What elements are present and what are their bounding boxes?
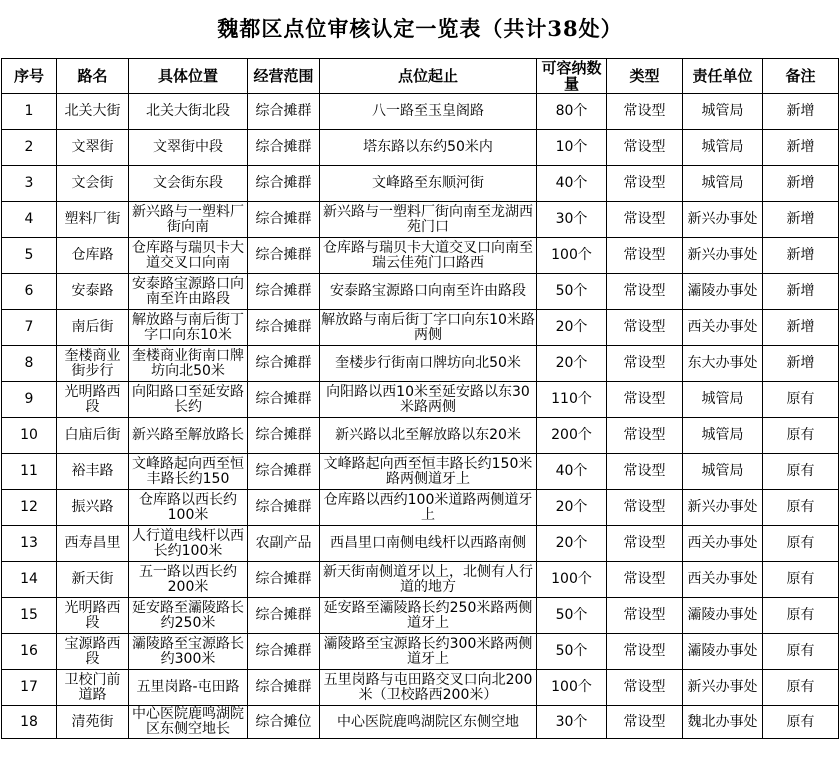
cell-type: 常设型: [607, 598, 683, 634]
table-row: [2, 382, 839, 418]
cell-capacity: 30个: [537, 202, 607, 238]
cell-note: 原有: [763, 634, 839, 670]
cell-scope: 综合摊群: [248, 454, 320, 490]
cell-scope: 综合摊群: [248, 166, 320, 202]
cell-unit: 东大办事处: [683, 346, 763, 382]
cell-location: 延安路至灞陵路长约250米: [129, 598, 248, 634]
cell-capacity: 20个: [537, 490, 607, 526]
cell-index: 6: [2, 274, 57, 310]
cell-scope: 综合摊群: [248, 670, 320, 706]
cell-index: 5: [2, 238, 57, 274]
cell-location: 奎楼商业街南口牌坊向北50米: [129, 346, 248, 382]
cell-road: 塑料厂街: [57, 202, 129, 238]
table-row: [2, 490, 839, 526]
cell-scope: 综合摊群: [248, 202, 320, 238]
cell-location: 文会街东段: [129, 166, 248, 202]
cell-capacity: 20个: [537, 346, 607, 382]
cell-type: 常设型: [607, 238, 683, 274]
cell-road: 南后街: [57, 310, 129, 346]
cell-index: 14: [2, 562, 57, 598]
cell-location: 五一路以西长约200米: [129, 562, 248, 598]
cell-index: 2: [2, 130, 57, 166]
cell-range: 中心医院鹿鸣湖院区东侧空地: [320, 706, 537, 739]
table-row: [2, 706, 839, 739]
cell-index: 7: [2, 310, 57, 346]
header-row: [2, 59, 839, 94]
header-cell: 序号: [2, 59, 57, 94]
header-cell: 可容纳数量: [537, 59, 607, 94]
table-row: [2, 670, 839, 706]
cell-scope: 综合摊群: [248, 562, 320, 598]
cell-location: 解放路与南后街丁字口向东10米: [129, 310, 248, 346]
cell-capacity: 30个: [537, 706, 607, 739]
header-cell: 责任单位: [683, 59, 763, 94]
table-row: [2, 238, 839, 274]
cell-capacity: 20个: [537, 526, 607, 562]
cell-unit: 西关办事处: [683, 562, 763, 598]
cell-index: 8: [2, 346, 57, 382]
cell-note: 原有: [763, 454, 839, 490]
cell-note: 新增: [763, 166, 839, 202]
cell-road: 西寿昌里: [57, 526, 129, 562]
table-row: [2, 526, 839, 562]
header-cell: 点位起止: [320, 59, 537, 94]
cell-capacity: 100个: [537, 562, 607, 598]
cell-capacity: 80个: [537, 94, 607, 130]
cell-note: 原有: [763, 670, 839, 706]
cell-unit: 城管局: [683, 94, 763, 130]
cell-unit: 新兴办事处: [683, 238, 763, 274]
cell-road: 安泰路: [57, 274, 129, 310]
cell-location: 文峰路起向西至恒丰路长约150: [129, 454, 248, 490]
cell-location: 北关大街北段: [129, 94, 248, 130]
cell-range: 解放路与南后街丁字口向东10米路两侧: [320, 310, 537, 346]
cell-range: 安泰路宝源路口向南至许由路段: [320, 274, 537, 310]
cell-road: 卫校门前道路: [57, 670, 129, 706]
cell-range: 五里岗路与屯田路交叉口向北200米（卫校路西200米）: [320, 670, 537, 706]
cell-capacity: 40个: [537, 166, 607, 202]
cell-note: 原有: [763, 706, 839, 739]
cell-range: 新兴路与一塑料厂街向南至龙湖西苑门口: [320, 202, 537, 238]
cell-road: 宝源路西段: [57, 634, 129, 670]
cell-note: 原有: [763, 382, 839, 418]
table-row: [2, 310, 839, 346]
cell-unit: 灞陵办事处: [683, 274, 763, 310]
table-row: [2, 346, 839, 382]
cell-note: 新增: [763, 238, 839, 274]
cell-unit: 新兴办事处: [683, 202, 763, 238]
cell-capacity: 200个: [537, 418, 607, 454]
cell-capacity: 110个: [537, 382, 607, 418]
cell-capacity: 40个: [537, 454, 607, 490]
cell-note: 原有: [763, 490, 839, 526]
cell-scope: 农副产品: [248, 526, 320, 562]
cell-capacity: 50个: [537, 274, 607, 310]
cell-road: 裕丰路: [57, 454, 129, 490]
cell-range: 仓库路与瑞贝卡大道交叉口向南至瑞云佳苑门口路西: [320, 238, 537, 274]
cell-unit: 西关办事处: [683, 310, 763, 346]
approval-table: [1, 58, 839, 739]
cell-note: 新增: [763, 346, 839, 382]
cell-capacity: 20个: [537, 310, 607, 346]
header-cell: 经营范围: [248, 59, 320, 94]
cell-scope: 综合摊群: [248, 310, 320, 346]
cell-scope: 综合摊群: [248, 418, 320, 454]
cell-road: 光明路西段: [57, 598, 129, 634]
cell-road: 白庙后街: [57, 418, 129, 454]
cell-capacity: 50个: [537, 634, 607, 670]
cell-type: 常设型: [607, 274, 683, 310]
cell-location: 新兴路至解放路长: [129, 418, 248, 454]
cell-road: 清苑街: [57, 706, 129, 739]
table-row: [2, 166, 839, 202]
table-row: [2, 274, 839, 310]
cell-unit: 新兴办事处: [683, 490, 763, 526]
cell-range: 灞陵路至宝源路长约300米路两侧道牙上: [320, 634, 537, 670]
cell-index: 11: [2, 454, 57, 490]
cell-index: 16: [2, 634, 57, 670]
cell-road: 光明路西段: [57, 382, 129, 418]
cell-range: 八一路至玉皇阁路: [320, 94, 537, 130]
cell-scope: 综合摊群: [248, 598, 320, 634]
cell-unit: 城管局: [683, 418, 763, 454]
cell-unit: 城管局: [683, 454, 763, 490]
cell-type: 常设型: [607, 94, 683, 130]
cell-capacity: 10个: [537, 130, 607, 166]
cell-unit: 新兴办事处: [683, 670, 763, 706]
cell-location: 新兴路与一塑料厂街向南: [129, 202, 248, 238]
cell-type: 常设型: [607, 706, 683, 739]
table-row: [2, 202, 839, 238]
cell-location: 五里岗路-屯田路: [129, 670, 248, 706]
cell-road: 文会街: [57, 166, 129, 202]
cell-type: 常设型: [607, 526, 683, 562]
cell-road: 振兴路: [57, 490, 129, 526]
cell-road: 仓库路: [57, 238, 129, 274]
cell-unit: 城管局: [683, 166, 763, 202]
cell-location: 安泰路宝源路口向南至许由路段: [129, 274, 248, 310]
table-row: [2, 130, 839, 166]
cell-scope: 综合摊群: [248, 274, 320, 310]
cell-unit: 城管局: [683, 130, 763, 166]
cell-type: 常设型: [607, 670, 683, 706]
cell-range: 奎楼步行街南口牌坊向北50米: [320, 346, 537, 382]
cell-road: 新天街: [57, 562, 129, 598]
cell-index: 1: [2, 94, 57, 130]
cell-index: 15: [2, 598, 57, 634]
cell-road: 奎楼商业街步行: [57, 346, 129, 382]
cell-location: 文翠街中段: [129, 130, 248, 166]
cell-capacity: 50个: [537, 598, 607, 634]
cell-note: 原有: [763, 418, 839, 454]
cell-note: 新增: [763, 310, 839, 346]
cell-range: 新兴路以北至解放路以东20米: [320, 418, 537, 454]
cell-index: 3: [2, 166, 57, 202]
header-cell: 具体位置: [129, 59, 248, 94]
cell-unit: 灞陵办事处: [683, 598, 763, 634]
cell-index: 10: [2, 418, 57, 454]
cell-index: 13: [2, 526, 57, 562]
cell-index: 17: [2, 670, 57, 706]
cell-type: 常设型: [607, 346, 683, 382]
cell-range: 延安路至灞陵路长约250米路两侧道牙上: [320, 598, 537, 634]
cell-scope: 综合摊群: [248, 94, 320, 130]
cell-scope: 综合摊位: [248, 706, 320, 739]
table-row: [2, 454, 839, 490]
cell-range: 塔东路以东约50米内: [320, 130, 537, 166]
cell-location: 向阳路口至延安路长约: [129, 382, 248, 418]
cell-type: 常设型: [607, 634, 683, 670]
cell-note: 新增: [763, 274, 839, 310]
cell-index: 9: [2, 382, 57, 418]
page-title: 魏都区点位审核认定一览表（共计38处）: [217, 16, 623, 41]
table-row: [2, 418, 839, 454]
cell-index: 4: [2, 202, 57, 238]
cell-range: 文峰路至东顺河街: [320, 166, 537, 202]
cell-note: 新增: [763, 130, 839, 166]
table-row: [2, 598, 839, 634]
cell-type: 常设型: [607, 562, 683, 598]
cell-range: 向阳路以西10米至延安路以东30米路两侧: [320, 382, 537, 418]
table-row: [2, 562, 839, 598]
table-row: [2, 634, 839, 670]
cell-unit: 城管局: [683, 382, 763, 418]
cell-type: 常设型: [607, 310, 683, 346]
header-cell: 类型: [607, 59, 683, 94]
cell-note: 原有: [763, 526, 839, 562]
header-cell: 路名: [57, 59, 129, 94]
cell-note: 原有: [763, 598, 839, 634]
cell-type: 常设型: [607, 490, 683, 526]
table-row: [2, 94, 839, 130]
cell-note: 新增: [763, 202, 839, 238]
cell-capacity: 100个: [537, 670, 607, 706]
cell-type: 常设型: [607, 130, 683, 166]
cell-type: 常设型: [607, 454, 683, 490]
cell-scope: 综合摊群: [248, 634, 320, 670]
header-cell: 备注: [763, 59, 839, 94]
cell-type: 常设型: [607, 166, 683, 202]
cell-range: 仓库路以西约100米道路两侧道牙上: [320, 490, 537, 526]
cell-range: 西昌里口南侧电线杆以西路南侧: [320, 526, 537, 562]
cell-capacity: 100个: [537, 238, 607, 274]
cell-location: 仓库路与瑞贝卡大道交叉口向南: [129, 238, 248, 274]
cell-location: 灞陵路至宝源路长约300米: [129, 634, 248, 670]
cell-scope: 综合摊群: [248, 382, 320, 418]
cell-location: 仓库路以西长约100米: [129, 490, 248, 526]
cell-scope: 综合摊群: [248, 130, 320, 166]
cell-road: 文翠街: [57, 130, 129, 166]
cell-location: 中心医院鹿鸣湖院区东侧空地长: [129, 706, 248, 739]
cell-index: 18: [2, 706, 57, 739]
cell-scope: 综合摊群: [248, 490, 320, 526]
cell-type: 常设型: [607, 418, 683, 454]
cell-index: 12: [2, 490, 57, 526]
cell-range: 文峰路起向西至恒丰路长约150米路两侧道牙上: [320, 454, 537, 490]
cell-note: 原有: [763, 562, 839, 598]
cell-unit: 灞陵办事处: [683, 634, 763, 670]
cell-road: 北关大街: [57, 94, 129, 130]
cell-location: 人行道电线杆以西长约100米: [129, 526, 248, 562]
cell-range: 新天街南侧道牙以上，北侧有人行道的地方: [320, 562, 537, 598]
cell-scope: 综合摊群: [248, 238, 320, 274]
cell-unit: 西关办事处: [683, 526, 763, 562]
cell-type: 常设型: [607, 382, 683, 418]
cell-unit: 魏北办事处: [683, 706, 763, 739]
cell-type: 常设型: [607, 202, 683, 238]
cell-scope: 综合摊群: [248, 346, 320, 382]
cell-note: 新增: [763, 94, 839, 130]
